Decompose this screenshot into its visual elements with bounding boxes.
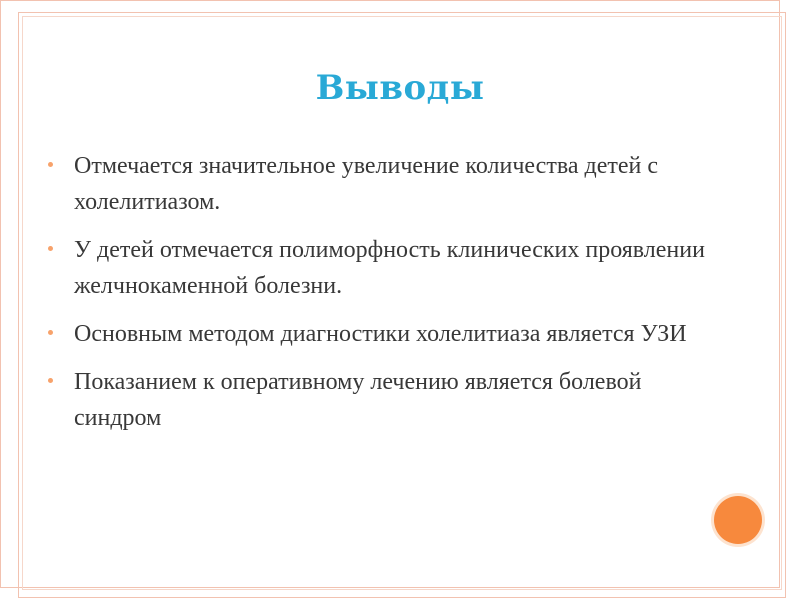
bullet-dot-icon <box>48 330 53 335</box>
bullet-item <box>44 148 724 220</box>
bullet-item <box>44 232 724 304</box>
decorative-circle-icon <box>714 496 762 544</box>
slide-title: Выводы <box>315 68 485 108</box>
bullet-text: У детей отмечается полиморфность клинических проявлении желчнокаменной болезни. <box>74 237 705 299</box>
bullet-text: Отмечается значительное увеличение количества детей с холелитиазом. <box>74 153 658 215</box>
bullet-item <box>44 316 724 352</box>
bullet-dot-icon <box>48 246 53 251</box>
bullet-list <box>44 148 724 448</box>
bullet-item <box>44 364 724 436</box>
bullet-dot-icon <box>48 162 53 167</box>
bullet-text: Показанием к оперативному лечению является болевой синдром <box>74 369 642 431</box>
bullet-text: Основным методом диагностики холелитиаза является УЗИ <box>74 321 687 347</box>
bullet-dot-icon <box>48 378 53 383</box>
